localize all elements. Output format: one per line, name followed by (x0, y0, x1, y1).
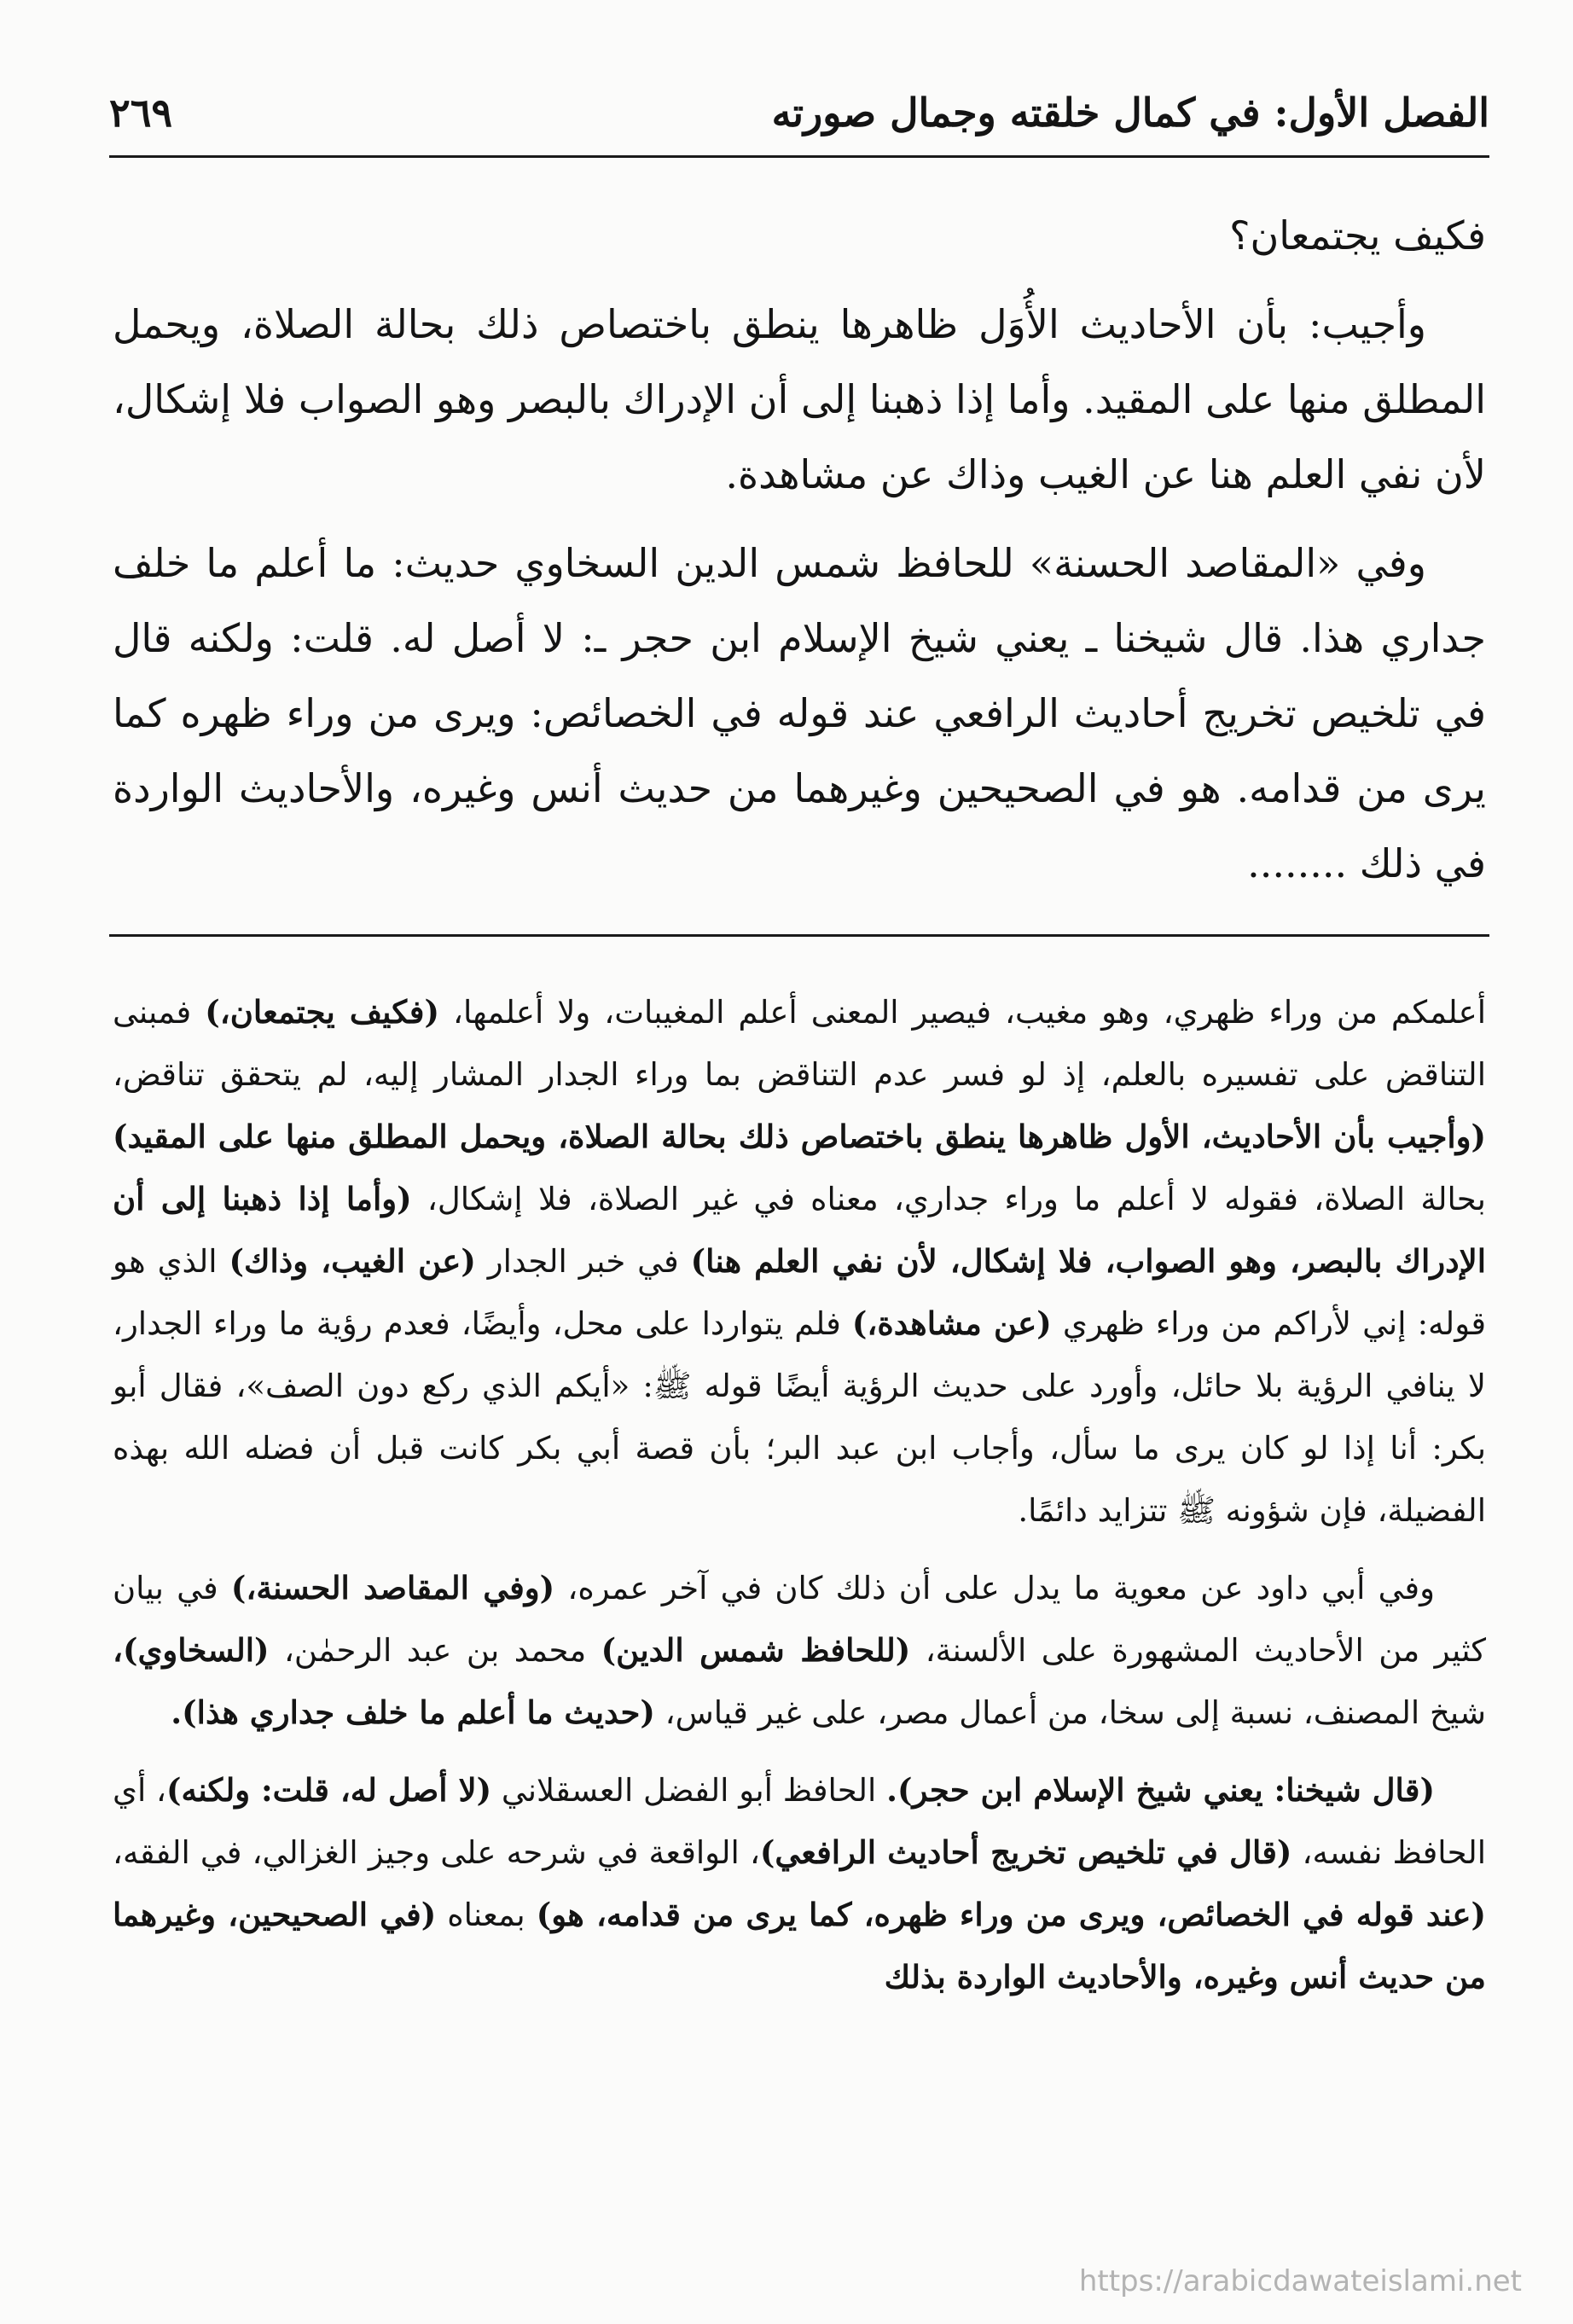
commentary-segment: أعلمكم من وراء ظهري، وهو مغيب، فيصير المعنى أعلم المغيبات، ولا أعلمها، (438, 994, 1486, 1031)
commentary-paragraph-1 (113, 981, 1486, 1542)
page-header (109, 78, 1489, 147)
commentary-segment: ، الواقعة في شرحه على وجيز الغزالي، في الفقه، (113, 1834, 760, 1871)
bold-quoted-segment: (وأما إذا ذهبنا إلى أن الإدراك بالبصر، وهو الصواب، فلا إشكال، لأن نفي العلم هنا) (113, 1180, 1487, 1280)
bold-quoted-segment: (عن مشاهدة،) (851, 1304, 1052, 1342)
commentary-segment: شيخ المصنف، نسبة إلى سخا، من أعمال مصر، على غير قياس، (654, 1694, 1486, 1731)
commentary-segment: وفي أبي داود عن معوية ما يدل على أن ذلك كان في آخر عمره، (554, 1570, 1435, 1606)
commentary-paragraph-3 (113, 1759, 1486, 2008)
commentary-segment: في خبر الجدار (475, 1243, 691, 1280)
main-paragraph-2: وأجيب: بأن الأحاديث الأُوَل ظاهرها ينطق باختصاص ذلك بحالة الصلاة، ويحمل المطلق منها على المقيد. وأما إذا ذهبنا إلى أن الإدراك بالبصر وهو الصواب فلا إشكال، لأن نفي العلم هنا عن الغيب وذاك عن مشاهدة. (113, 301, 1486, 497)
header-rule (109, 155, 1489, 158)
main-paragraph-1: فكيف يجتمعان؟ (1229, 212, 1486, 259)
bold-quoted-segment: (عند قوله في الخصائص، ويرى من وراء ظهره، كما يرى من قدامه، هو) (536, 1896, 1486, 1933)
bold-quoted-segment: (لا أصل له، قلت: ولكنه) (166, 1771, 492, 1809)
main-text (113, 198, 1486, 915)
page-number: ٢٦٩ (109, 90, 173, 136)
commentary-segment: في بيان كثير من الأحاديث المشهورة على الألسنة، (113, 1570, 1486, 1669)
main-paragraph-3: وفي «المقاصد الحسنة» للحافظ شمس الدين السخاوي حديث: ما أعلم ما خلف جداري هذا. قال شيخنا ـ يعني شيخ الإسلام ابن حجر ـ: لا أصل له. قلت: ولكنه قال في تلخيص تخريج أحاديث الرافعي عند قوله في الخصائص: ويرى من وراء ظهره كما يرى من قدامه. هو في الصحيحين وغيرهما من حديث أنس وغيره، والأحاديث الواردة في ذلك ........ (113, 540, 1486, 886)
bold-quoted-segment: (عن الغيب، وذاك) (229, 1242, 476, 1280)
bold-quoted-segment: (للحافظ شمس الدين) (601, 1631, 911, 1669)
bold-quoted-segment: (حديث ما أعلم ما خلف جداري هذا). (171, 1694, 655, 1731)
bold-quoted-segment: (السخاوي)، (113, 1631, 270, 1669)
commentary-segment: فلم يتواردا على محل، وأيضًا، فعدم رؤية ما وراء الجدار، لا ينافي الرؤية بلا حائل، وأورد على حديث الرؤية أيضًا قوله ﷺ: «أيكم الذي ركع دون الصف»، فقال أبو بكر: أنا إذا لو كان يرى ما سأل، وأجاب ابن عبد البر؛ بأن قصة أبي بكر كانت قبل أن فضله الله بهذه الفضيلة، فإن شؤونه ﷺ تتزايد دائمًا. (113, 1305, 1486, 1529)
commentary-paragraph-2 (113, 1557, 1486, 1744)
commentary-segment: الحافظ أبو الفضل العسقلاني (491, 1772, 887, 1809)
bold-quoted-segment: (فكيف يجتمعان،) (205, 993, 439, 1031)
commentary-segment: الذي هو قوله: إني لأراكم من وراء ظهري (113, 1243, 1487, 1342)
commentary-divider (109, 934, 1489, 937)
commentary-segment: محمد بن عبد الرحمٰن، (269, 1632, 601, 1669)
bold-quoted-segment: (وفي المقاصد الحسنة،) (230, 1569, 555, 1606)
commentary-segment: فمبنى التناقض على تفسيره بالعلم، إذ لو فسر عدم التناقض بما وراء الجدار المشار إليه، لم يتحقق تناقض، (113, 994, 1486, 1093)
bold-quoted-segment: (وأجيب بأن الأحاديث، الأول ظاهرها ينطق باختصاص ذلك بحالة الصلاة، ويحمل المطلق منها على المقيد) (113, 1118, 1486, 1155)
bold-quoted-segment: (في الصحيحين، وغيرهما من حديث أنس وغيره، والأحاديث الواردة بذلك (113, 1896, 1486, 1996)
commentary-text (113, 981, 1486, 2024)
bold-quoted-segment: (قال في تلخيص تخريج أحاديث الرافعي) (759, 1833, 1292, 1871)
chapter-title: الفصل الأول: في كمال خلقته وجمال صورته (771, 90, 1489, 136)
commentary-segment: بمعناه (436, 1897, 537, 1933)
commentary-segment: ، أي الحافظ نفسه، (113, 1772, 1487, 1871)
commentary-segment: بحالة الصلاة، فقوله لا أعلم ما وراء جداري، معناه في غير الصلاة، فلا إشكال، (411, 1181, 1486, 1217)
bold-quoted-segment: (قال شيخنا: يعني شيخ الإسلام ابن حجر). (886, 1771, 1435, 1809)
watermark-url: https://arabicdawateislami.net (1078, 2264, 1522, 2298)
